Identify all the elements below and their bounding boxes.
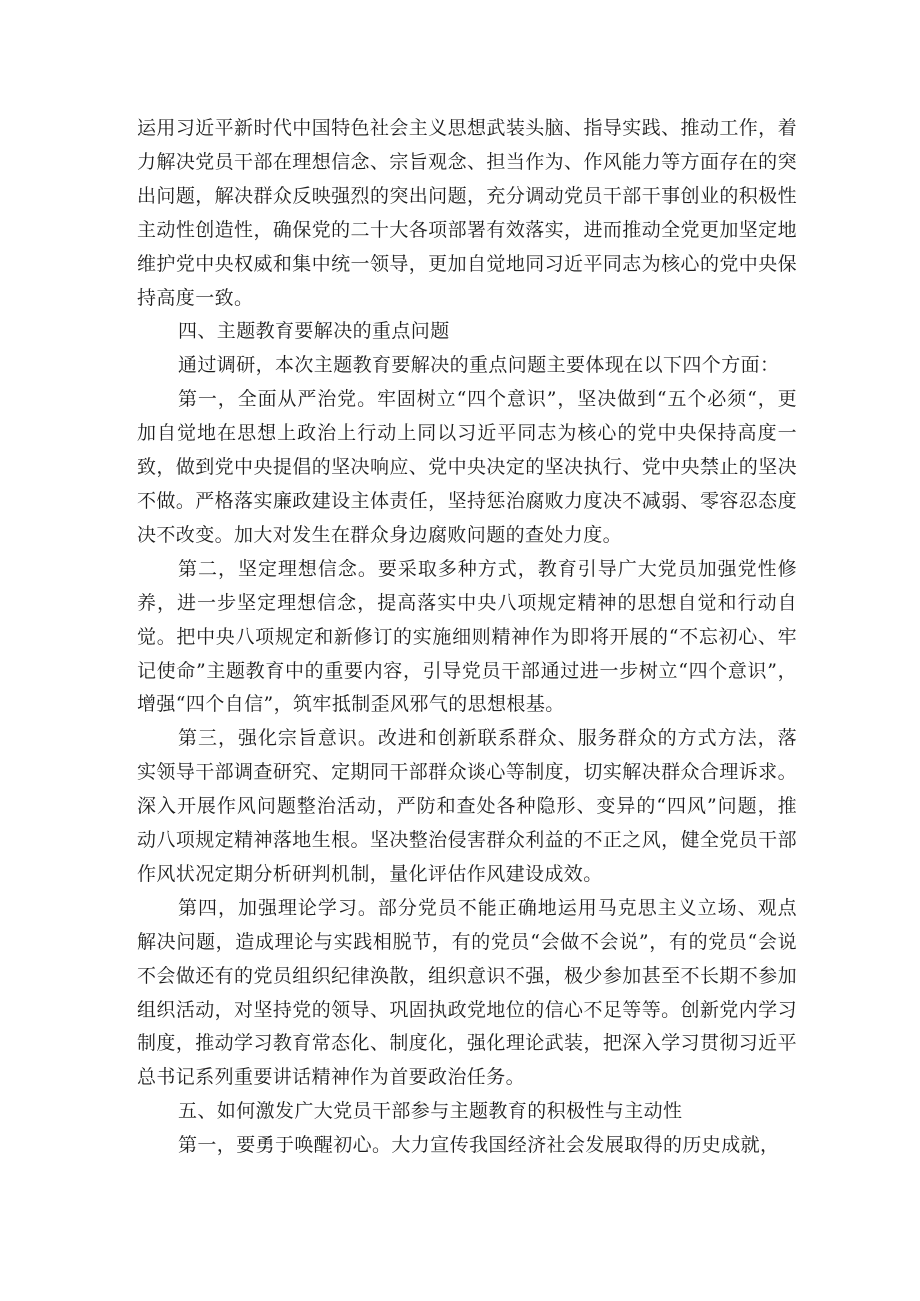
paragraph-continuation: 运用习近平新时代中国特色社会主义思想武装头脑、指导实践、推动工作，着力解决党员干部在理想信念、宗旨观念、担当作为、作风能力等方面存在的突出问题，解决群众反映强烈的突出问题，充分调动党员干部干事创业的积极性主动性创造性，确保党的二十大各项部署有效落实，进而推动全党更加坚定地维护党中央权威和集中统一领导，更加自觉地同习近平同志为核心的党中央保持高度一致。	[137, 117, 797, 309]
document-body	[137, 112, 797, 1163]
paragraph-point-one: 第一，全面从严治党。牢固树立“四个意识”，坚决做到“五个必须“，更加自觉地在思想上政治上行动上同以习近平同志为核心的党中央保持高度一致，做到党中央提倡的坚决响应、党中央决定的坚决执行、党中央禁止的坚决不做。严格落实廉政建设主体责任，坚持惩治腐败力度决不减弱、零容忍态度决不改变。加大对发生在群众身边腐败问题的查处力度。	[137, 388, 797, 546]
paragraph-section-five-first: 第一，要勇于唤醒初心。大力宣传我国经济社会发展取得的历史成就，	[178, 1134, 780, 1157]
paragraph-point-four: 第四，加强理论学习。部分党员不能正确地运用马克思主义立场、观点解决问题，造成理论与实践相脱节，有的党员“会做不会说”，有的党员“会说不会做还有的党员组织纪律涣散，组织意识不强，极少参加甚至不长期不参加组织活动，对坚持党的领导、巩固执政党地位的信心不足等等。创新党内学习制度，推动学习教育常态化、制度化，强化理论武装，把深入学习贯彻习近平总书记系列重要讲话精神作为首要政治任务。	[137, 896, 797, 1089]
paragraph-point-two: 第二，坚定理想信念。要采取多种方式，教育引导广大党员加强党性修养，进一步坚定理想信念，提高落实中央八项规定精神的思想自觉和行动自觉。把中央八项规定和新修订的实施细则精神作为即将开展的“不忘初心、牢记使命”主题教育中的重要内容，引导党员干部通过进一步树立“四个意识”，增强“四个自信”，筑牢抵制歪风邪气的思想根基。	[137, 557, 797, 716]
section-heading-four: 四、主题教育要解决的重点问题	[178, 320, 450, 343]
paragraph-point-three: 第三，强化宗旨意识。改进和创新联系群众、服务群众的方式方法，落实领导干部调查研究、定期同干部群众谈心等制度，切实解决群众合理诉求。深入开展作风问题整治活动，严防和查处各种隐形、变异的“四风”问题，推动八项规定精神落地生根。坚决整治侵害群众利益的不正之风，健全党员干部作风状况定期分析研判机制，量化评估作风建设成效。	[137, 727, 797, 885]
section-heading-five: 五、如何激发广大党员干部参与主题教育的积极性与主动性	[178, 1100, 683, 1123]
paragraph-intro: 通过调研，本次主题教育要解决的重点问题主要体现在以下四个方面：	[178, 354, 780, 377]
